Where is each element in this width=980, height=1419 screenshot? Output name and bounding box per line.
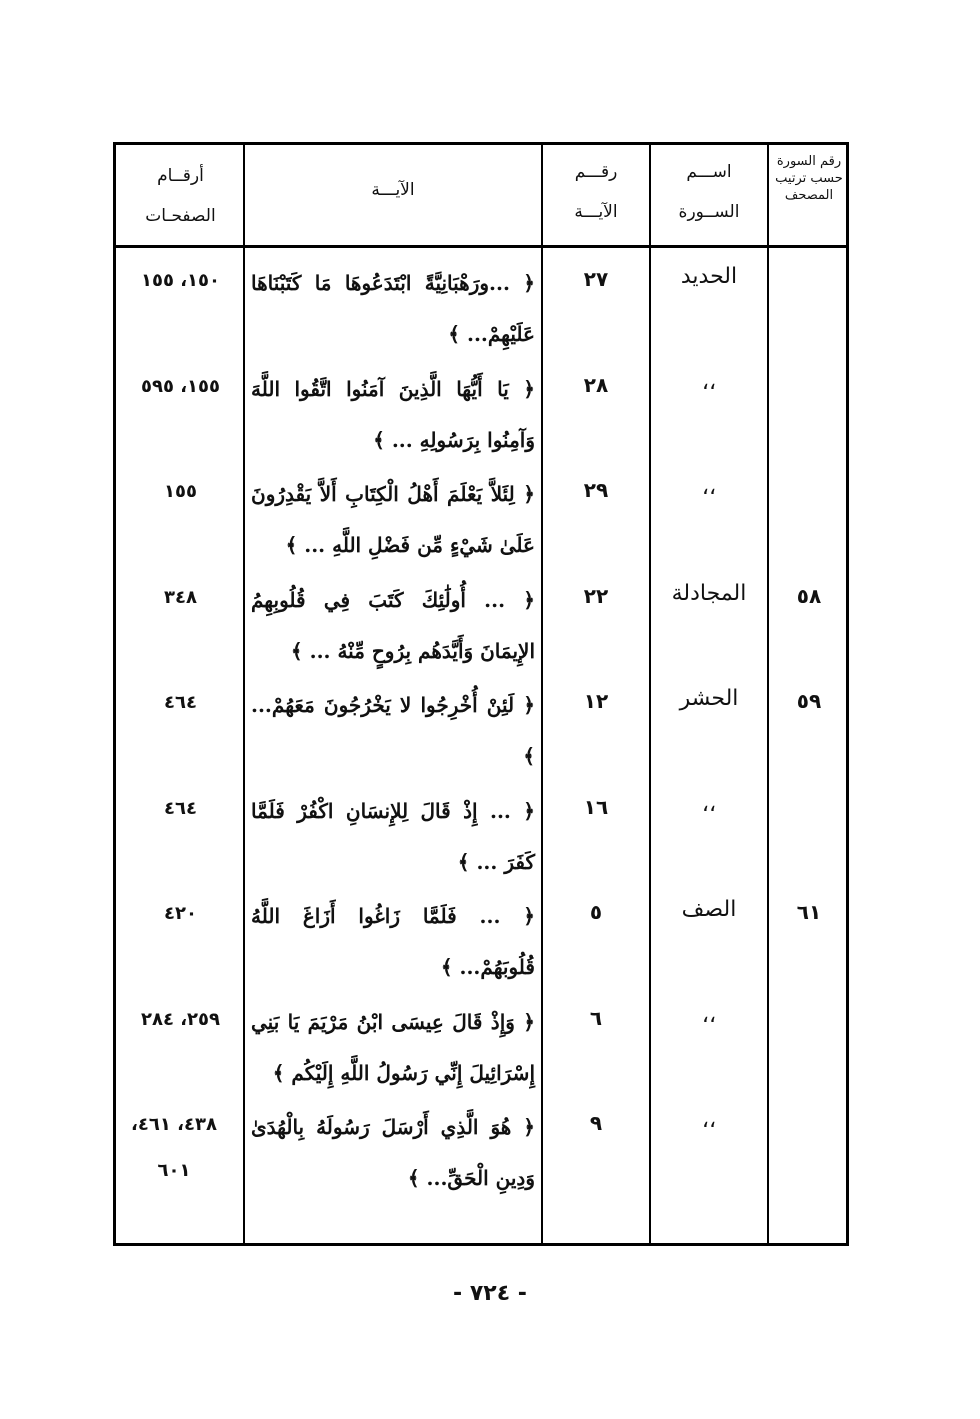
ayah-text-cell: ﴿ ... إِذْ قَالَ لِلإِنسَانِ اكْفُرْ فَلَمَّا كَفَرَ ... ﴾ — [251, 799, 535, 874]
ayah-text-cell: ﴿ ... أُولَٰئِكَ كَتَبَ فِي قُلُوبِهِمُ الإِيمَانَ وَأَيَّدَهُم بِرُوحٍ مِّنْهُ ... ﴾ — [251, 588, 535, 663]
surah-number-cell: ٥٩ — [796, 689, 822, 713]
pages-cell: ٤٣٨، ٤٦١، ٦٠١ — [131, 1114, 217, 1181]
ayah-text-cell: ﴿ ... فَلَمَّا زَاغُوا أَزَاغَ اللَّهُ قُلُوبَهُمْ... ﴾ — [251, 904, 535, 979]
ayah-text-cell: ﴿ لَئِنْ أُخْرِجُوا لا يَخْرُجُونَ مَعَهُمْ... ﴾ — [251, 693, 535, 768]
pages-cell: ٤٦٤ — [164, 798, 197, 819]
header-ayah: الآيـــة — [371, 180, 415, 200]
pages-cell: ١٥٥ — [164, 481, 197, 502]
pages-cell: ١٥٠، ١٥٥ — [140, 270, 221, 291]
ayah-number-cell: ١٢ — [583, 689, 609, 713]
ayah-text-cell: ﴿ يَا أَيُّهَا الَّذِينَ آمَنُوا اتَّقُوا اللَّهَ وَآمِنُوا بِرَسُولِهِ ... ﴾ — [251, 377, 535, 452]
ayah-number-cell: ٥ — [589, 900, 603, 924]
surah-name-cell: ،، — [701, 1003, 717, 1028]
header-surah-name-line2: الســورة — [678, 202, 740, 222]
index-table — [113, 142, 849, 1246]
ayah-number-cell: ١٦ — [583, 795, 609, 819]
pages-cell: ٤٢٠ — [164, 903, 197, 924]
surah-name-cell: الحشر — [679, 686, 739, 711]
header-divider — [116, 245, 846, 248]
surah-number-cell: ٥٨ — [796, 584, 822, 608]
header-pages-line1: أرقــام — [157, 166, 204, 186]
surah-number-cell: ٦١ — [796, 900, 822, 924]
ayah-number-cell: ٢٢ — [583, 584, 609, 608]
ayah-text-cell: ﴿ وَإِذْ قَالَ عِيسَى ابْنُ مَرْيَمَ يَا بَنِي إِسْرَائِيلَ إِنِّي رَسُولُ اللَّهِ إِلَيْكُم ﴾ — [251, 1010, 535, 1085]
ayah-number-cell: ٢٩ — [583, 478, 609, 502]
page-number: - ٧٢٤ - — [453, 1281, 527, 1306]
ayah-number-cell: ٦ — [589, 1006, 603, 1030]
header-surah-number: رقم السورة حسب ترتيب المصحف — [775, 154, 843, 203]
pages-cell: ٤٦٤ — [164, 692, 197, 713]
surah-name-cell: ،، — [701, 792, 717, 817]
ayah-text-cell: ﴿ هُوَ الَّذِي أَرْسَلَ رَسُولَهُ بِالْهُدَىٰ وَدِينِ الْحَقِّ... ﴾ — [251, 1115, 535, 1190]
pages-cell: ٢٥٩، ٢٨٤ — [140, 1009, 221, 1030]
pages-cell: ١٥٥، ٥٩٥ — [140, 376, 221, 397]
surah-name-cell: ،، — [701, 475, 717, 500]
ayah-number-cell: ٢٨ — [583, 373, 609, 397]
surah-name-cell: المجادلة — [671, 581, 747, 606]
header-pages-line2: الصفحـات — [145, 206, 216, 226]
column-divider — [243, 145, 245, 1243]
surah-name-cell: ،، — [701, 1108, 717, 1133]
surah-name-cell: ،، — [701, 370, 717, 395]
column-divider — [541, 145, 543, 1243]
column-divider — [767, 145, 769, 1243]
column-divider — [649, 145, 651, 1243]
ayah-number-cell: ٩ — [589, 1111, 603, 1135]
surah-name-cell: الحديد — [680, 264, 738, 289]
header-ayah-number-line1: رقـــم — [574, 162, 618, 182]
ayah-text-cell: ﴿ ...ورَهْبَانِيَّةً ابْتَدَعُوهَا مَا كَتَبْنَاهَا عَلَيْهِمْ... ﴾ — [251, 271, 535, 346]
pages-cell: ٣٤٨ — [164, 587, 197, 608]
surah-name-cell: الصف — [681, 897, 737, 922]
ayah-text-cell: ﴿ لِئَلاَّ يَعْلَمَ أَهْلُ الْكِتَابِ أَلاَّ يَقْدِرُونَ عَلَىٰ شَيْءٍ مِّن فَضْلِ اللَّهِ ... ﴾ — [251, 482, 535, 557]
header-surah-name-line1: اســـم — [686, 162, 732, 182]
ayah-number-cell: ٢٧ — [583, 267, 609, 291]
header-ayah-number-line2: الآيـــة — [574, 202, 618, 222]
